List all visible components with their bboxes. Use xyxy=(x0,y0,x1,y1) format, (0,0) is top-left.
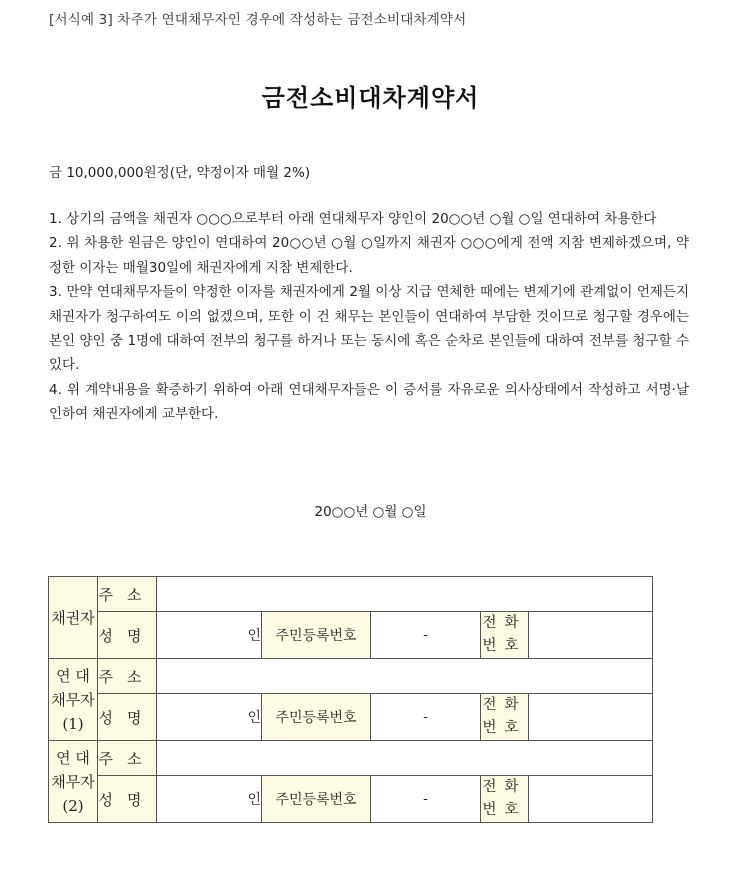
address-label: 주소 xyxy=(98,659,157,694)
phone-field[interactable] xyxy=(529,776,653,823)
party-label: 채권자 xyxy=(51,608,95,627)
document-title: 금전소비대차계약서 xyxy=(261,84,480,112)
clause-1: 1. 상기의 금액을 채권자 ○○○으로부터 아래 연대채무자 양인이 20○○년 ○월 ○일 연대하여 차용한다 xyxy=(49,211,657,227)
parties-table xyxy=(48,576,653,823)
address-field[interactable] xyxy=(157,659,653,694)
phone-label xyxy=(481,694,529,741)
debtor2-address-row xyxy=(49,741,653,776)
name-label: 성명 xyxy=(98,612,157,659)
address-field[interactable] xyxy=(157,577,653,612)
debtor1-name-row xyxy=(49,694,653,741)
clause-4: 4. 위 계약내용을 확증하기 위하여 아래 연대채무자들은 이 증서를 자유로운 의사상태에서 작성하고 서명·날인하여 채권자에게 교부한다. xyxy=(49,381,689,423)
party-label-line3: (1) xyxy=(62,714,84,733)
name-field-seal[interactable]: 인 xyxy=(157,612,262,659)
address-label: 주소 xyxy=(98,577,157,612)
id-number-field[interactable]: - xyxy=(371,776,481,823)
party-creditor xyxy=(49,577,98,659)
party-joint-debtor-2 xyxy=(49,741,98,823)
phone-label-line2: 번호 xyxy=(482,802,527,818)
amount-line: 금 10,000,000원정(단, 약정이자 매월 2%) xyxy=(49,165,311,181)
creditor-name-row xyxy=(49,612,653,659)
phone-label-line2: 번호 xyxy=(482,638,527,654)
address-field[interactable] xyxy=(157,741,653,776)
id-number-field[interactable]: - xyxy=(371,612,481,659)
party-label-line1: 연 대 xyxy=(56,666,90,685)
phone-label xyxy=(481,776,529,823)
name-field-seal[interactable]: 인 xyxy=(157,776,262,823)
debtor1-address-row xyxy=(49,659,653,694)
id-number-field[interactable]: - xyxy=(371,694,481,741)
name-field-seal[interactable]: 인 xyxy=(157,694,262,741)
address-label: 주소 xyxy=(98,741,157,776)
party-label-line1: 연 대 xyxy=(56,748,90,767)
clauses xyxy=(49,207,689,427)
phone-label-line2: 번호 xyxy=(482,720,527,736)
id-number-label: 주민등록번호 xyxy=(262,694,371,741)
creditor-address-row xyxy=(49,577,653,612)
party-label-line2: 채무자 xyxy=(51,772,95,791)
id-number-label: 주민등록번호 xyxy=(262,612,371,659)
debtor2-name-row xyxy=(49,776,653,823)
phone-label-line1: 전화 xyxy=(482,615,527,631)
party-label-line2: 채무자 xyxy=(51,690,95,709)
phone-label xyxy=(481,612,529,659)
phone-label-line1: 전화 xyxy=(482,697,527,713)
contract-date: 20○○년 ○월 ○일 xyxy=(314,504,427,520)
form-tag: [서식예 3] 차주가 연대채무자인 경우에 작성하는 금전소비대차계약서 xyxy=(49,12,467,28)
clause-3: 3. 만약 연대채무자들이 약정한 이자를 채권자에게 2월 이상 지급 연체한 때에는 변제기에 관계없이 언제든지 채권자가 청구하여도 이의 없겠으며, 또한 이 건 채무는 본인들이 연대하여 부담한 것이므로 청구할 경우에는 본인 양인 중 1명에 대하여 전부의 청구를 하거나 또는 동시에 혹은 순차로 본인들에 대하여 전부를 청구할 수 있다. xyxy=(49,284,689,374)
phone-field[interactable] xyxy=(529,694,653,741)
clause-2: 2. 위 차용한 원금은 양인이 연대하여 20○○년 ○월 ○일까지 채권자 ○○○에게 전액 지참 변제하겠으며, 약정한 이자는 매월30일에 채권자에게 지참 변제한다. xyxy=(49,235,689,276)
party-label-line3: (2) xyxy=(62,796,84,815)
name-label: 성명 xyxy=(98,776,157,823)
id-number-label: 주민등록번호 xyxy=(262,776,371,823)
phone-field[interactable] xyxy=(529,612,653,659)
phone-label-line1: 전화 xyxy=(482,779,527,795)
name-label: 성명 xyxy=(98,694,157,741)
party-joint-debtor-1 xyxy=(49,659,98,741)
